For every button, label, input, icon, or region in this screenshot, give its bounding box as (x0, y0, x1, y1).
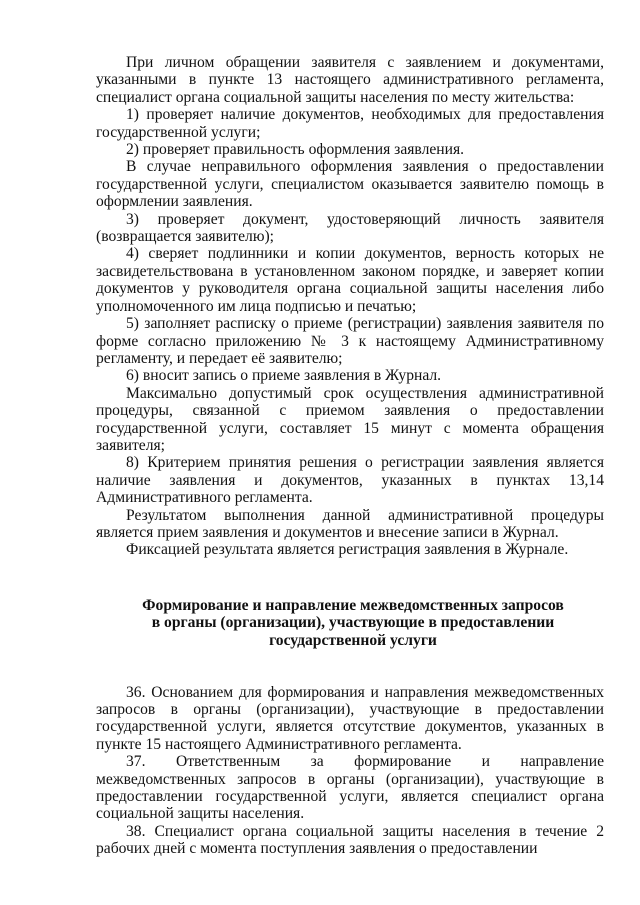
document-page (96, 54, 604, 858)
paragraph-item-2: 2) проверяет правильность оформления заявления. (126, 141, 465, 159)
paragraph-item-1: 1) проверяет наличие документов, необходимых для предоставления государственной услуги; (96, 106, 604, 141)
paragraph-37: 37. Ответственным за формирование и направление межведомственных запросов в органы (организации), участвующие в предоставлении государственной услуги, является специалист органа социальной защиты населения. (96, 753, 604, 823)
paragraph-36: 36. Основанием для формирования и направления межведомственных запросов в органы (организации), участвующие в предоставлении государственной услуги, является отсутствие документов, указанных в пункте 15 настоящего Административного регламента. (96, 683, 604, 753)
section-heading-line: Формирование и направление межведомственных запросов (142, 596, 564, 614)
paragraph-38: 38. Специалист органа социальной защиты населения в течение 2 рабочих дней с момента поступления заявления о предоставлении (96, 822, 604, 858)
spacer (96, 650, 604, 684)
paragraph-intro: При личном обращении заявителя с заявлением и документами, указанными в пункте 13 настоящего административного регламента, специалист органа социальной защиты населения по месту жительства: (96, 54, 604, 106)
spacer (96, 559, 604, 597)
section-heading-line: в органы (организации), участвующие в предоставлении (151, 614, 555, 632)
paragraph-assistance: В случае неправильного оформления заявления о предоставлении государственной услуги, специалистом оказывается заявителю помощь в оформлении заявления. (96, 158, 604, 211)
paragraph-time-limit: Максимально допустимый срок осуществления административной процедуры, связанной с приемом заявления о предоставлении государственной услуги, составляет 15 минут с момента обращения заявителя; (96, 384, 604, 454)
paragraph-fixation: Фиксацией результата является регистрация заявления в Журнале. (126, 541, 569, 559)
paragraph-item-5: 5) заполняет расписку о приеме (регистрации) заявления заявителя по форме согласно приложению № 3 к настоящему Административному регламенту, и передает её заявителю; (96, 315, 604, 367)
paragraph-item-4: 4) сверяет подлинники и копии документов, верность которых не засвидетельствована в установленном законом порядке, и заверяет копии документов у руководителя органа социальной защиты населения либо уполномоченного им лица подписью и печатью; (96, 245, 604, 315)
paragraph-item-8: 8) Критерием принятия решения о регистрации заявления является наличие заявления и документов, указанных в пунктах 13,14 Административного регламента. (96, 454, 604, 507)
section-heading (96, 597, 604, 650)
paragraph-item-6: 6) вносит запись о приеме заявления в Журнал. (126, 367, 442, 385)
paragraph-item-3: 3) проверяет документ, удостоверяющий личность заявителя (возвращается заявителю); (96, 210, 604, 246)
paragraph-result: Результатом выполнения данной административной процедуры является прием заявления и документов и внесение записи в Журнал. (96, 506, 604, 541)
section-heading-line: государственной услуги (269, 631, 437, 649)
